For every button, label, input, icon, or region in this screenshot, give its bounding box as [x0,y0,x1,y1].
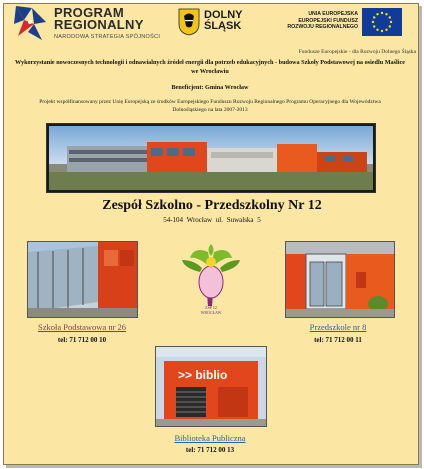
region-line1: DOLNY [204,9,243,21]
beneficiary: Beneficjent: Gmina Wrocław [171,84,249,91]
kindergarten-image [286,242,394,317]
primary-school-image [28,242,137,317]
library-photo[interactable] [155,346,267,427]
eu-flag-icon [362,8,402,36]
library-phone: tel: 71 712 00 13 [185,446,235,454]
page-shadow-bottom [6,465,422,468]
primary-school-photo[interactable] [27,241,138,318]
school-name: Zespół Szkolno - Przedszkolny Nr 12 [102,198,322,213]
program-title-line2: REGIONALNY [54,17,144,32]
school-building-banner [46,123,376,193]
primary-school-phone: tel: 71 712 00 10 [57,336,107,344]
eu-line3: ROZWOJU REGIONALNEGO [287,24,358,30]
funding-line: Fundusze Europejskie - dla Rozwoju Dolnego Śląska [298,49,416,55]
kindergarten-phone: tel: 71 712 00 11 [314,336,362,344]
eu-text [284,11,358,31]
program-star-icon [12,4,48,42]
program-title [54,7,144,31]
project-title: Wykorzystanie nowoczesnych technologii i odnawialnych źródeł energii dla potrzeb edukacyjnych - budowa Szkoły Podstawowej na osiedlu Maślice we Wrocławiu [15,59,405,75]
eagle-crest-icon [178,8,200,36]
program-title-line1: PROGRAM [54,5,124,20]
page-shadow-right [419,6,422,468]
eu-line1: UNIA EUROPEJSKA [308,11,358,17]
logo-caption-line1: ZSP 12 [205,305,217,310]
cofinancing-note: Projekt współfinansowany przez Unię Europejską ze środków Europejskiego Funduszu Rozwoju Regionalnego Programu Operacyjnego dla Województwa Dolnośląskiego na lata 2007-2013 [39,99,381,113]
library-link[interactable]: Biblioteka Publiczna [174,433,246,443]
region-title [204,10,243,32]
library-image [156,347,266,426]
primary-school-link[interactable]: Szkoła Podstawowa nr 26 [37,322,127,332]
kindergarten-link[interactable]: Przedszkole nr 8 [309,322,367,332]
logo-caption-line2: WROCŁAW [200,310,222,315]
library-sign: >> biblio [178,368,228,382]
kindergarten-photo[interactable] [285,241,395,318]
program-regionalny-logo [12,4,162,46]
eu-logo [284,8,404,40]
school-building-photo [47,124,375,192]
region-line2: ŚLĄSK [204,20,242,32]
school-address: 54-104 Wrocław ul. Suwalska 5 [163,216,261,224]
zsp12-logo-caption [178,305,244,315]
program-subtitle: NARODOWA STRATEGIA SPÓJNOŚCI [54,34,161,40]
dolny-slask-logo [178,8,258,38]
tree-figure-icon [178,238,244,308]
eu-line2: EUROPEJSKI FUNDUSZ [298,17,358,24]
